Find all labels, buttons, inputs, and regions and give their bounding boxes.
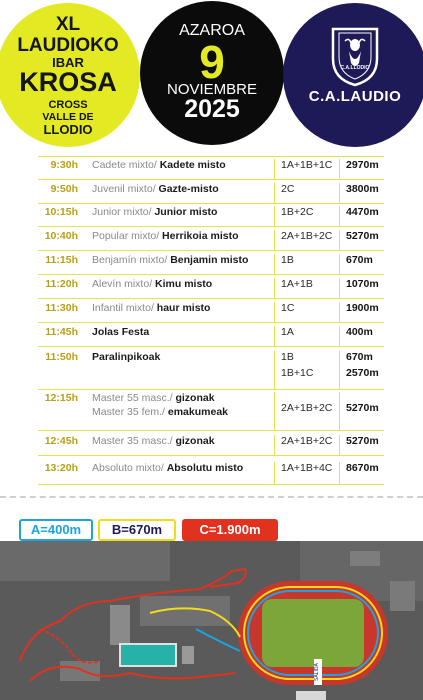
row-time: 11:20h: [45, 278, 78, 290]
row-category: Infantil mixto/ haur misto: [92, 302, 211, 314]
course-map-image: [0, 541, 423, 700]
date-day: 9: [199, 36, 225, 88]
club-logo-icon: [325, 23, 385, 87]
table-row: [38, 206, 384, 227]
row-category: Alevín mixto/ Kimu misto: [92, 278, 213, 290]
table-row: [38, 254, 384, 275]
event-subtitle-line: VALLE DE: [42, 111, 94, 123]
row-category: Absoluto mixto/ Absolutu misto: [92, 462, 244, 474]
row-distance: 1900m: [346, 302, 379, 314]
row-distance: 5270m: [346, 402, 379, 414]
row-category: Benjamín mixto/ Benjamin misto: [92, 254, 249, 266]
table-row: [38, 326, 384, 347]
row-laps: 1A+1B: [281, 278, 313, 290]
divider: [0, 496, 423, 498]
table-row: [38, 435, 384, 456]
legend-loop-a: A=400m: [19, 519, 93, 541]
row-distance: 670m 2570m: [346, 351, 379, 379]
row-category: Cadete mixto/ Kadete misto: [92, 159, 226, 171]
poster-header: [0, 0, 423, 137]
date-month-es: NOVIEMBRE: [166, 81, 257, 98]
row-laps: 1B+2C: [281, 206, 314, 218]
pool-icon: [120, 644, 176, 666]
event-subtitle-line: CROSS: [48, 99, 88, 111]
row-laps: 1A+1B+1C: [281, 159, 333, 171]
row-category: Master 55 masc./ gizonak Master 35 fem./ emakumeak: [92, 392, 228, 418]
row-laps: 1B 1B+1C: [281, 351, 314, 379]
date-month: AZAROA: [179, 22, 245, 39]
row-time: 12:45h: [44, 435, 78, 447]
table-row: [38, 278, 384, 299]
row-distance: 4470m: [346, 206, 379, 218]
row-laps: 2A+1B+2C: [281, 230, 333, 242]
row-category: Jolas Festa: [92, 326, 150, 338]
event-title-badge: [0, 3, 140, 147]
row-laps: 2C: [281, 183, 295, 195]
event-title-main: KROSA: [19, 67, 117, 97]
row-distance: 670m: [346, 254, 373, 266]
table-row: [38, 159, 384, 180]
row-distance: 400m: [346, 326, 373, 338]
row-time: 11:45h: [45, 326, 78, 338]
schedule-table: [0, 148, 423, 494]
row-time: 13:20h: [44, 462, 78, 474]
table-row: [38, 183, 384, 204]
event-edition: XL: [55, 14, 81, 35]
date-year: 2025: [184, 95, 240, 123]
event-title-line: IBAR: [52, 55, 84, 70]
row-category: Master 35 masc./ gizonak: [92, 435, 215, 447]
row-time: 11:30h: [45, 302, 78, 314]
start-finish-label: SALIDA: [314, 663, 320, 681]
club-logo-text: C.A.LLODIO: [340, 65, 370, 71]
row-laps: 2A+1B+2C: [281, 435, 333, 447]
club-name: C.A.LAUDIO: [308, 88, 402, 105]
table-row: [38, 230, 384, 251]
table-row: [38, 302, 384, 323]
legend-loop-b: B=670m: [98, 519, 176, 541]
row-laps: 2A+1B+2C: [281, 402, 333, 414]
row-distance: 1070m: [346, 278, 379, 290]
row-time: 9:50h: [50, 183, 78, 195]
row-category: Juvenil mixto/ Gazte-misto: [92, 183, 219, 195]
table-row: [38, 392, 384, 431]
table-row: [38, 351, 384, 390]
row-time: 10:40h: [44, 230, 78, 242]
row-category: Paralinpikoak: [92, 351, 161, 363]
row-category: Popular mixto/ Herrikoia misto: [92, 230, 239, 242]
row-distance: 2970m: [346, 159, 379, 171]
row-time: 11:15h: [45, 254, 78, 266]
row-distance: 8670m: [346, 462, 379, 474]
row-time: 10:15h: [44, 206, 78, 218]
row-laps: 1A: [281, 326, 294, 338]
row-laps: 1A+1B+4C: [281, 462, 333, 474]
club-badge: [283, 3, 423, 147]
row-distance: 5270m: [346, 230, 379, 242]
row-distance: 3800m: [346, 183, 379, 195]
course-map: [0, 541, 423, 700]
legend-loop-c: C=1.900m: [182, 519, 278, 541]
row-laps: 1B: [281, 254, 294, 266]
event-title-line: LAUDIOKO: [17, 35, 119, 56]
row-distance: 5270m: [346, 435, 379, 447]
row-category: Junior mixto/ Junior misto: [92, 206, 218, 218]
row-laps: 1C: [281, 302, 295, 314]
table-row: [38, 462, 384, 485]
date-badge: [140, 1, 284, 145]
row-time: 9:30h: [50, 159, 78, 171]
row-time: 12:15h: [44, 392, 78, 404]
event-subtitle-line: LLODIO: [43, 122, 93, 137]
row-time: 11:50h: [45, 351, 78, 363]
